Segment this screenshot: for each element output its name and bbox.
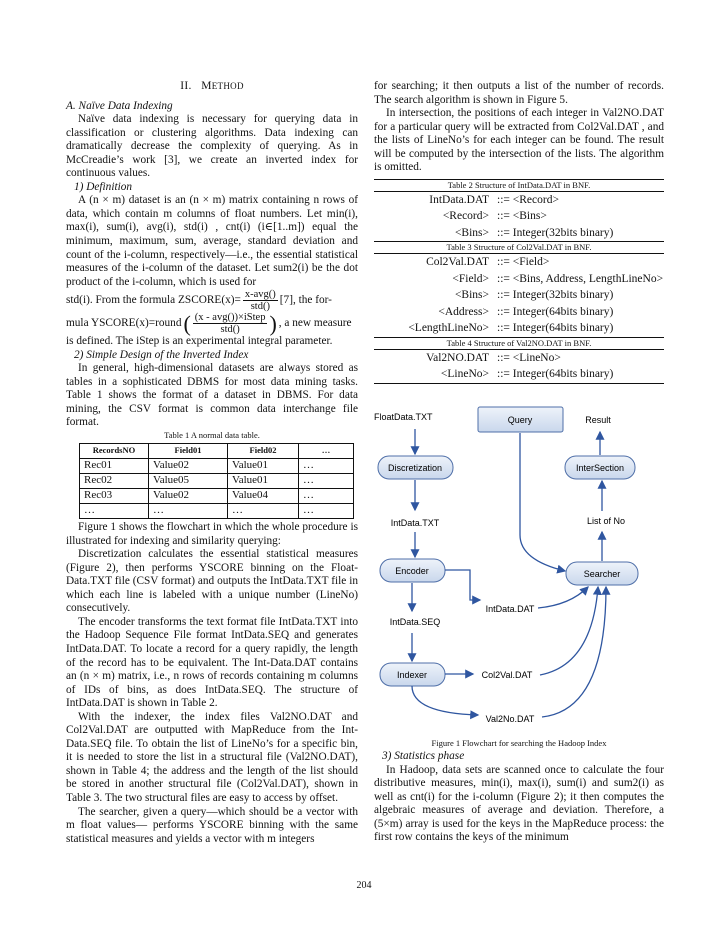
table-row: [80, 504, 354, 519]
table-cell: …: [80, 504, 149, 519]
discretization-label: Discretization: [387, 463, 443, 473]
paragraph: Discretization calculates the essential statistical measures (Figure 2), then performs YSCORE binning on the Float-Data.TXT file (CSV format) and outputs the IntData.TXT file in which each line is labeled with a unique number (LineNo) consecutively.: [66, 548, 358, 615]
left-column: [66, 80, 358, 846]
indexer-label: Indexer: [396, 670, 428, 680]
bnf-lhs: <LengthLineNo>: [408, 322, 489, 335]
val2no-label: Val2No.DAT: [485, 714, 535, 724]
page-number: 204: [356, 880, 372, 891]
paragraph: Figure 1 shows the flowchart in which the whole procedure is illustrated for indexing and similarity querying:: [66, 521, 358, 547]
formula-text: std(i). From the formula ZSCORE(x)=: [66, 293, 241, 306]
table3: [374, 254, 664, 337]
table-header: Field02: [228, 444, 299, 459]
fraction-denominator: std(): [250, 301, 270, 313]
table-row: [374, 350, 664, 367]
table-row: [80, 474, 354, 489]
bnf-lhs: <Field>: [452, 272, 489, 285]
table-cell: Rec03: [80, 489, 149, 504]
yscore-formula: mula YSCORE(x)=round ( $\frac{\text{(x - avg())×iStep}}{\text{std()}}$ ) , a new measure: [66, 310, 352, 336]
bnf-rhs: ::= <Field>: [497, 256, 550, 269]
table-row: [374, 320, 664, 337]
table-cell: Value01: [228, 459, 299, 474]
table-cell: …: [228, 504, 299, 519]
fraction-numerator: (x - avg())×iStep: [194, 312, 266, 324]
paragraph: is defined. The iStep is an experimental integral parameter.: [66, 335, 333, 348]
bnf-lhs: IntData.DAT: [429, 193, 489, 206]
bnf-rhs: ::= <Bins, Address, LengthLineNo>: [497, 272, 664, 285]
paragraph: The encoder transforms the text format file IntData.TXT into the Hadoop Sequence File format IntData.SEQ and generates IntData.DAT. To locate a record for a query rapidly, the length of the record has to be equivalent. The Int-Data.DAT contains an (n × m) matrix, i.e., n rows of records containing m columns of IDs of bins, as does IntData.SEQ. The structure of IntData.DAT is shown in Table 2.: [66, 615, 358, 710]
table-cell: Rec01: [80, 459, 149, 474]
table3-caption: Table 3 Structure of Col2Val.DAT in BNF.: [374, 241, 664, 254]
bnf-rhs: ::= Integer(32bits binary): [497, 226, 614, 239]
table-row: [374, 366, 664, 383]
table4-caption: Table 4 Structure of Val2NO.DAT in BNF.: [374, 337, 664, 350]
bnf-rhs: ::= Integer(32bits binary): [497, 289, 614, 302]
formula-text: , a new measure: [278, 316, 352, 329]
section-numeral: II.: [180, 80, 192, 92]
bnf-lhs: <LineNo>: [440, 368, 489, 381]
table-cell: Value01: [228, 474, 299, 489]
paragraph: for searching; it then outputs a list of the number of records. The search algorithm is shown in Figure 5.: [374, 80, 664, 106]
table-cell: …: [299, 474, 354, 489]
section-title: [66, 80, 358, 94]
table-cell: …: [299, 489, 354, 504]
fraction-denominator: std(): [220, 324, 240, 336]
bnf-lhs: Val2NO.DAT: [426, 351, 489, 364]
table-cell: Value04: [228, 489, 299, 504]
table-row: [374, 287, 664, 304]
bnf-lhs: <Bins>: [454, 289, 489, 302]
bnf-rhs: ::= Integer(64bits binary): [497, 322, 614, 335]
right-column: [374, 80, 664, 384]
fraction-numerator: x-avg(): [244, 289, 276, 301]
paragraph: In intersection, the positions of each integer in Val2NO.DAT for a particular query will be extracted from Col2Val.DAT , and the lists of LineNo’s for each integer can be found. The result will be computed by the intersection of the lists. The algorithm is omitted.: [374, 107, 664, 174]
bnf-lhs: <Bins>: [454, 226, 489, 239]
paragraph: Naïve data indexing is necessary for querying data in classification or clustering algorithms. Data indexing can dramatically decrease the complexity of querying. As in McCreadie’s work [3], we create an inverted index for continuous values.: [66, 113, 358, 180]
intseq-label: IntData.SEQ: [389, 617, 441, 627]
bnf-rhs: ::= Integer(64bits binary): [497, 368, 614, 381]
table-cell: …: [299, 459, 354, 474]
bnf-rhs: ::= <Bins>: [497, 210, 547, 223]
zscore-formula: [66, 289, 358, 312]
bnf-lhs: Col2Val.DAT: [426, 256, 489, 269]
section-title-initial: M: [201, 80, 212, 92]
intdat-label: IntData.DAT: [485, 604, 535, 614]
table1: [79, 443, 354, 519]
table-row: [374, 304, 664, 321]
table-header: Field01: [149, 444, 228, 459]
formula-text: [7], the for-: [279, 293, 332, 306]
right-column-bottom: [374, 750, 664, 845]
listofno-label: List of No: [586, 516, 626, 526]
paragraph: With the indexer, the index files Val2NO.DAT and Col2Val.DAT are outputted with MapReduce from the Int-Data.SEQ file. To obtain the list of LineNo’s for a specific bin, it is needed to store the list in a structural file (Val2NO.DAT), shown in Table 4; the address and the length of the list should be stored in another structural file (Col2Val.DAT), shown in Table 3. The two structural files are easy to access by offset.: [66, 710, 358, 804]
subsection-a-heading: A. Naïve Data Indexing: [66, 99, 173, 112]
formula-text: mula YSCORE(x)=round: [66, 316, 182, 329]
subsection-definition-heading: 1) Definition: [74, 180, 133, 193]
paragraph: A (n × m) dataset is an (n × m) matrix containing n rows of data, which contain m columns of float numbers. Let min(i), max(i), sum(i), avg(i), std(i) , cnt(i) (i∈[1..m]) equal the minimum, maximum, sum, average, standard deviation and count of the i-column, respectively—i.e., the essential statistical measures of the i-column of the dataset. Let sum2(i) be the dot product of the i-column, which is used for: [66, 194, 358, 288]
table2-caption: Table 2 Structure of IntData.DAT in BNF.: [374, 179, 664, 192]
table-cell: Rec02: [80, 474, 149, 489]
figure1-caption: Figure 1 Flowchart for searching the Hadoop Index: [431, 738, 607, 748]
paragraph: In Hadoop, data sets are scanned once to calculate the four distributive measures, min(i), max(i), sum(i) and sum2(i) as well as cnt(i) for the i-column (Figure 2); it then computes the algebraic measures of average and deviation. Therefore, a (5×m) array is used for the keys in the MapReduce process: the first row contains the keys of the minimum: [374, 763, 664, 844]
searcher-label: Searcher: [583, 569, 621, 579]
result-label: Result: [585, 415, 611, 425]
table2: [374, 192, 664, 242]
table-row: [80, 489, 354, 504]
section-title-rest: ETHOD: [211, 81, 244, 91]
query-label: Query: [507, 415, 533, 425]
col2val-label: Col2Val.DAT: [481, 670, 533, 680]
table-row: [374, 254, 664, 271]
table-cell: …: [299, 504, 354, 519]
table-cell: Value02: [149, 489, 228, 504]
paragraph: The searcher, given a query—which should be a vector with m float values— performs YSCORE binning with the same statistical measures and yields a vector with m integers: [66, 805, 358, 845]
table-header: …: [299, 444, 354, 459]
bnf-rhs: ::= <LineNo>: [497, 351, 561, 364]
table-row: [374, 225, 664, 242]
table4: [374, 350, 664, 384]
subsection-stats-heading: 3) Statistics phase: [382, 750, 465, 762]
table1-caption: Table 1 A normal data table.: [164, 430, 260, 441]
flowchart-figure: [370, 395, 666, 735]
intersection-label: InterSection: [575, 463, 625, 473]
table-row: [374, 208, 664, 225]
table-row: [374, 192, 664, 209]
table-row: [80, 459, 354, 474]
table-cell: Value02: [149, 459, 228, 474]
encoder-label: Encoder: [395, 566, 429, 576]
fraction: [193, 312, 268, 335]
floatdata-label: FloatData.TXT: [374, 412, 433, 422]
table-cell: …: [149, 504, 228, 519]
table-header: RecordsNO: [80, 444, 149, 459]
bnf-rhs: ::= <Record>: [497, 193, 559, 206]
table-row: [374, 271, 664, 288]
table-cell: Value05: [149, 474, 228, 489]
fraction: [243, 289, 278, 312]
bnf-lhs: <Record>: [442, 210, 489, 223]
inttxt-label: IntData.TXT: [390, 518, 440, 528]
subsection-simple-heading: 2) Simple Design of the Inverted Index: [74, 348, 249, 361]
paragraph: In general, high-dimensional datasets are always stored as tables in a sophisticated DBMS for most data mining tasks. Table 1 shows the format of a dataset in DBMS. For data mining, the CSV format is common data interchange file format.: [66, 362, 358, 429]
bnf-lhs: <Address>: [438, 305, 489, 318]
bnf-rhs: ::= Integer(64bits binary): [497, 305, 614, 318]
